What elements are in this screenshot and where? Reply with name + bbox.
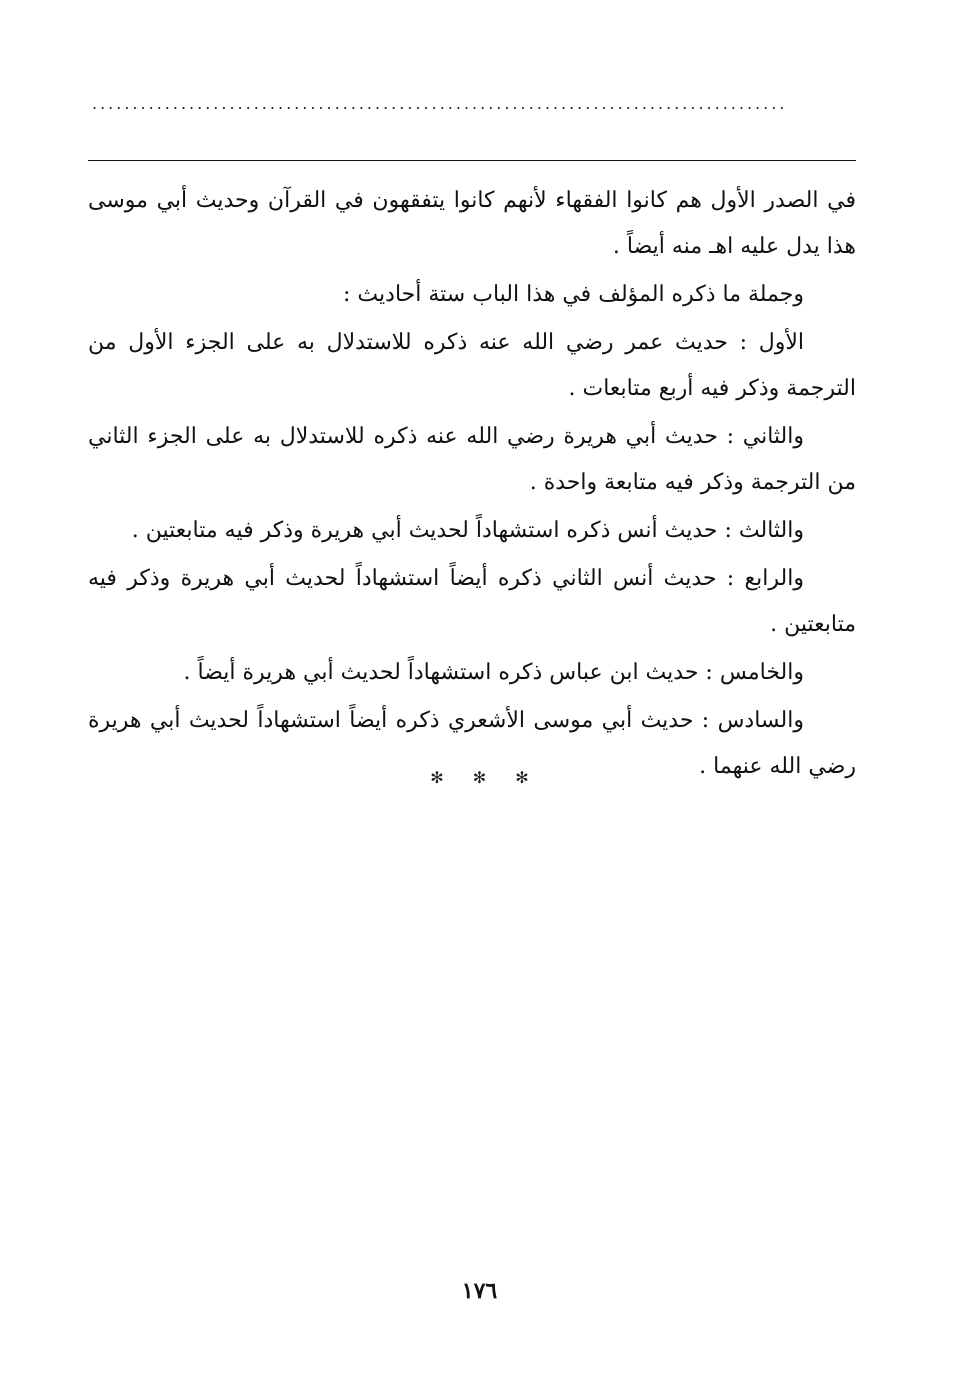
paragraph-6: والرابع : حديث أنس الثاني ذكره أيضاً استشهاداً لحديث أبي هريرة وذكر فيه متابعتين . <box>88 566 856 637</box>
paragraph-4: والثاني : حديث أبي هريرة رضي الله عنه ذكره للاستدلال به على الجزء الثاني من الترجمة وذكر فيه متابعة واحدة . <box>88 424 856 495</box>
paragraph-2: وجملة ما ذكره المؤلف في هذا الباب ستة أحاديث : <box>343 282 804 307</box>
paragraph-3: الأول : حديث عمر رضي الله عنه ذكره للاستدلال به على الجزء الأول من الترجمة وذكر فيه أربع متابعات . <box>88 330 856 401</box>
paragraph-8: والسادس : حديث أبي موسى الأشعري ذكره أيضاً استشهاداً لحديث أبي هريرة رضي الله عنهما . <box>88 708 856 779</box>
section-separator-stars: ✻ ✻ ✻ <box>430 768 529 787</box>
paragraph-5: والثالث : حديث أنس ذكره استشهاداً لحديث أبي هريرة وذكر فيه متابعتين . <box>131 518 804 543</box>
page-number: ١٧٦ <box>461 1278 498 1304</box>
paragraph-7: والخامس : حديث ابن عباس ذكره استشهاداً لحديث أبي هريرة أيضاً . <box>183 660 804 685</box>
header-dotted-rule: ...................................................................................... <box>92 97 788 111</box>
page-body <box>88 178 856 792</box>
header-solid-rule <box>88 160 856 161</box>
paragraph-1: في الصدر الأول هم كانوا الفقهاء لأنهم كانوا يتفقهون في القرآن وحديث أبي موسى هذا يدل عليه اهـ منه أيضاً . <box>88 188 856 259</box>
